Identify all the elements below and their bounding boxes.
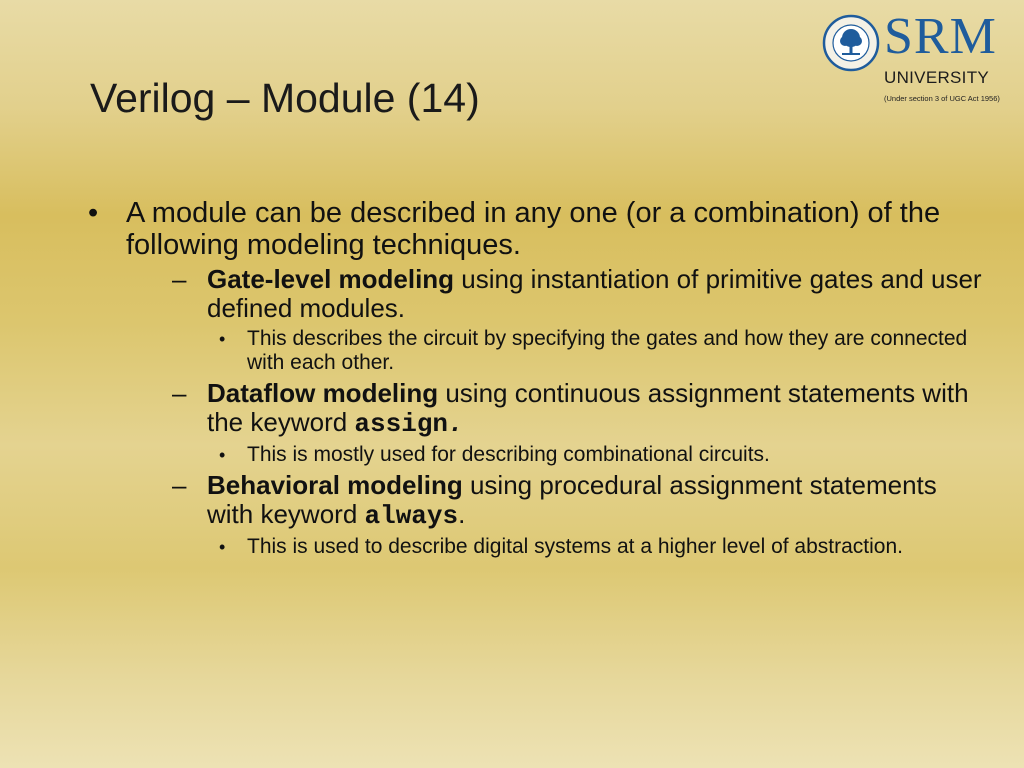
bullet-mark: •	[219, 445, 226, 465]
university-logo	[822, 8, 1012, 107]
bullet-mark: •	[219, 329, 226, 349]
university-seal-icon	[822, 14, 880, 72]
bullet-mark: •	[88, 197, 99, 229]
behavioral-detail-text: This is used to describe digital systems at a higher level of abstraction.	[247, 535, 903, 558]
dash-mark: –	[172, 378, 187, 408]
bullet-main	[88, 197, 988, 261]
behavioral-period: .	[458, 499, 466, 529]
logo-subtitle: UNIVERSITY	[884, 68, 990, 87]
gate-level-term: Gate-level modeling	[207, 264, 455, 294]
logo-brand: SRM	[884, 8, 997, 65]
dataflow-period: .	[448, 409, 464, 439]
behavioral-text: using procedural assignment statements with keyword	[207, 470, 937, 529]
dataflow-text: using continuous assignment statements with the keyword	[207, 378, 969, 437]
logo-note: (Under section 3 of UGC Act 1956)	[884, 94, 1000, 103]
bullet-gate-level-detail	[219, 327, 988, 375]
dataflow-term: Dataflow modeling	[207, 378, 439, 408]
bullet-mark: •	[219, 537, 226, 557]
dash-mark: –	[172, 470, 187, 500]
bullet-dataflow	[172, 379, 988, 439]
assign-keyword: assign	[354, 409, 449, 439]
gate-level-text: using instantiation of primitive gates and user defined modules.	[207, 264, 982, 323]
slide-body	[88, 197, 988, 563]
bullet-dataflow-detail	[219, 443, 988, 467]
dataflow-detail-text: This is mostly used for describing combinational circuits.	[247, 443, 770, 466]
always-keyword: always	[364, 501, 459, 531]
dash-mark: –	[172, 264, 187, 294]
bullet-main-text: A module can be described in any one (or a combination) of the following modeling techniques.	[126, 197, 941, 261]
behavioral-term: Behavioral modeling	[207, 470, 463, 500]
bullet-behavioral-detail	[219, 535, 988, 559]
gate-level-detail-text: This describes the circuit by specifying the gates and how they are connected with each other.	[247, 327, 968, 374]
bullet-behavioral	[172, 471, 988, 531]
slide-title: Verilog – Module (14)	[90, 75, 480, 121]
bullet-gate-level	[172, 265, 988, 323]
